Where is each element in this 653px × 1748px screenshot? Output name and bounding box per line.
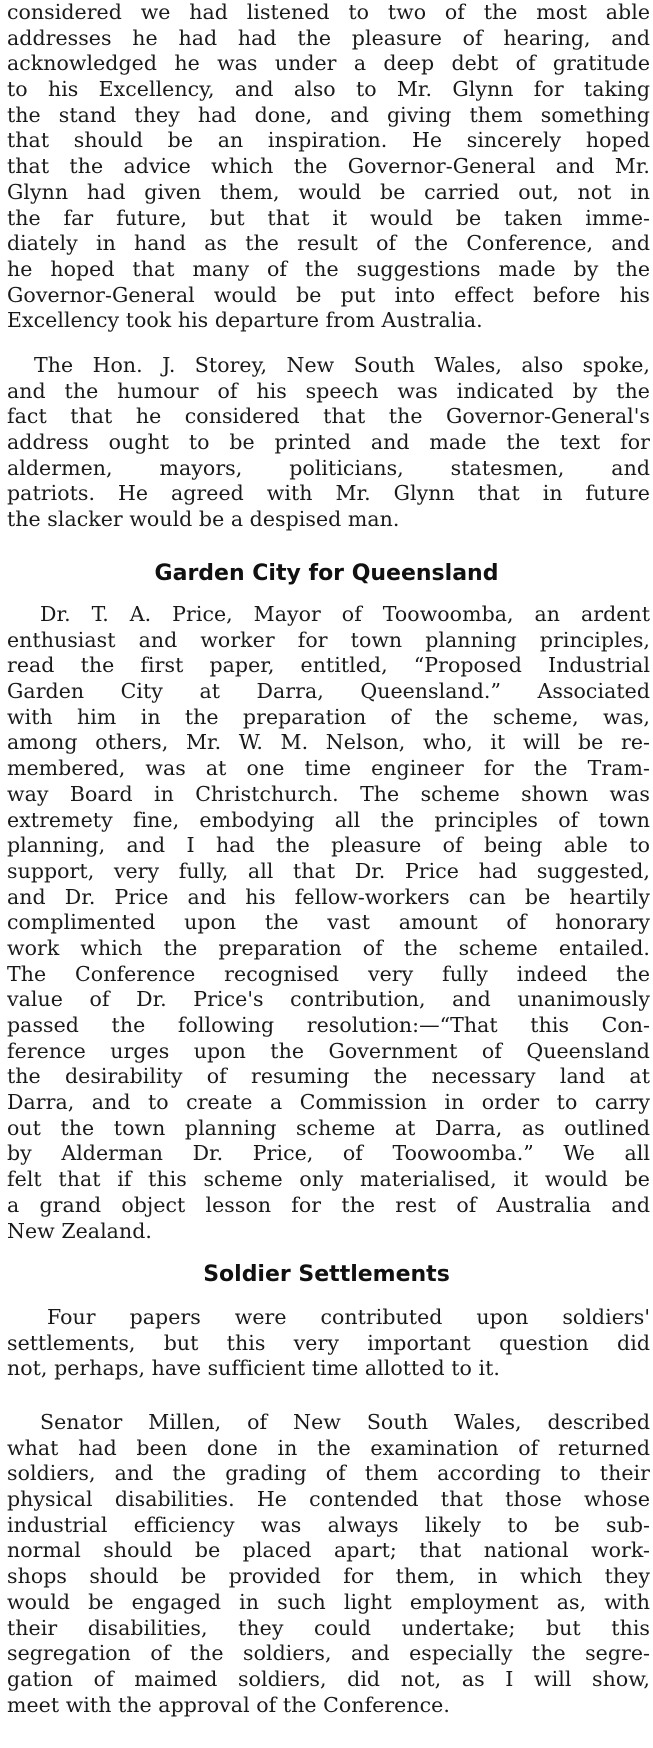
text-line: Garden City at Darra, Queensland.” Associated [7,679,650,704]
text-line: New Zealand. [7,1218,152,1243]
text-line: Glynn had given them, would be carried out, not in [7,179,650,204]
text-line: Four papers were contributed upon soldiers' [47,1305,650,1329]
text-line: would be engaged in such light employment as, with [7,1589,650,1614]
text-line: membered, was at one time engineer for the Tram- [7,756,650,781]
text-line: felt that if this scheme only materialised, it would be [7,1167,650,1192]
text-line: acknowledged he was under a deep debt of gratitude [7,51,650,76]
text-line: aldermen, mayors, politicians, statesmen, and [7,455,650,480]
text-line: physical disabilities. He contended that those whose [7,1487,650,1512]
text-line: and Dr. Price and his fellow-workers can be heartily [7,884,650,909]
text-line: the desirability of resuming the necessary land at [7,1064,650,1089]
text-line: settlements, but this very important question did [7,1330,650,1355]
paragraph-storey-speech [7,353,650,533]
text-line: considered we had listened to two of the most able [7,0,650,24]
text-line: industrial efficiency was always likely to be sub- [7,1512,650,1537]
text-line: the far future, but that it would be taken imme- [7,205,650,230]
text-line: meet with the approval of the Conference. [7,1692,450,1717]
text-line: enthusiast and worker for town planning principles, [7,627,650,652]
text-line: planning, and I had the pleasure of being able to [7,833,650,858]
text-line: The Conference recognised very fully indeed the [7,961,650,986]
text-line: soldiers, and the grading of them according to their [7,1461,650,1486]
text-line: ference urges upon the Government of Queensland [7,1038,650,1063]
text-line: support, very fully, all that Dr. Price had suggested, [7,858,650,883]
text-line: read the first paper, entitled, “Proposed Industrial [7,653,650,678]
text-line: Governor-General would be put into effect before his [7,282,650,307]
paragraph-senator-millen [7,1410,650,1718]
text-line: what had been done in the examination of returned [7,1435,650,1460]
paragraph-soldier-papers [7,1305,650,1382]
text-line: Senator Millen, of New South Wales, described [40,1410,650,1434]
text-line: complimented upon the vast amount of honorary [7,910,650,935]
text-line: by Alderman Dr. Price, of Toowoomba.” We all [7,1141,650,1166]
text-line: and the humour of his speech was indicated by the [7,378,650,403]
text-line: passed the following resolution:—“That this Con- [7,1013,650,1037]
text-line: diately in hand as the result of the Conference, and [7,231,650,256]
text-line: the slacker would be a despised man. [7,507,400,532]
text-line: out the town planning scheme at Darra, as outlined [7,1115,650,1140]
paragraph-glynn-thanks [7,0,650,334]
text-line: that should be an inspiration. He sincerely hoped [7,128,650,153]
paragraph-price-paper [7,602,650,1244]
text-line: normal should be placed apart; that national work- [7,1538,650,1563]
text-line: to his Excellency, and also to Mr. Glynn for taking [7,77,650,102]
text-line: not, perhaps, have sufficient time allotted to it. [7,1356,500,1381]
text-line: extremety fine, embodying all the principles of town [7,807,650,832]
text-line: address ought to be printed and made the text for [7,430,650,455]
text-line: gation of maimed soldiers, did not, as I will show, [7,1666,650,1691]
text-line: with him in the preparation of the scheme, was, [7,704,650,729]
section-heading-garden-city: Garden City for Queensland [154,561,499,586]
text-line: a grand object lesson for the rest of Australia and [7,1192,650,1217]
text-line: their disabilities, they could undertake; but this [7,1615,650,1640]
text-line: Excellency took his departure from Australia. [7,308,483,333]
text-line: fact that he considered that the Governor-General's [7,404,650,429]
text-line: work which the preparation of the scheme entailed. [7,935,650,960]
text-line: The Hon. J. Storey, New South Wales, also spoke, [34,353,650,377]
text-line: way Board in Christchurch. The scheme shown was [7,781,650,806]
text-line: segregation of the soldiers, and especially the segre- [7,1641,650,1666]
text-line: value of Dr. Price's contribution, and unanimously [7,987,650,1012]
text-line: shops should be provided for them, in which they [7,1564,650,1589]
text-line: he hoped that many of the suggestions made by the [7,256,650,281]
text-line: addresses he had had the pleasure of hearing, and [7,25,650,50]
text-line: Dr. T. A. Price, Mayor of Toowoomba, an ardent [40,602,650,626]
text-line: patriots. He agreed with Mr. Glynn that in future [7,481,650,506]
text-line: Darra, and to create a Commission in order to carry [7,1090,650,1115]
text-line: among others, Mr. W. M. Nelson, who, it will be re- [7,730,650,755]
text-line: the stand they had done, and giving them something [7,102,650,127]
section-heading-soldier-settlements: Soldier Settlements [203,1262,450,1287]
text-line: that the advice which the Governor-General and Mr. [7,154,650,179]
